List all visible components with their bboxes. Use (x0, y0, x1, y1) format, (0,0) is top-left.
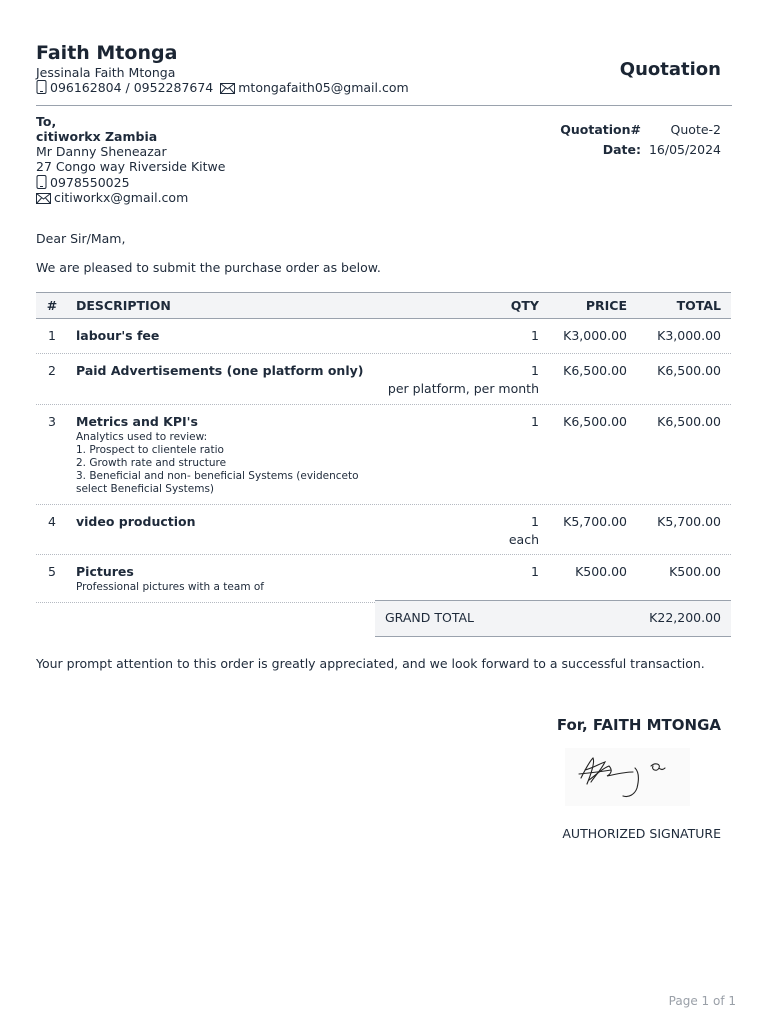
row-price: K500.00 (575, 564, 627, 579)
row-qty-cell (531, 564, 539, 579)
row-num: 1 (48, 328, 56, 343)
row-detail-line: Professional pictures with a team of (76, 581, 265, 593)
grand-total-label: GRAND TOTAL (385, 610, 475, 625)
recipient-phone: 0978550025 (50, 175, 130, 190)
row-num: 3 (48, 414, 56, 429)
row-total: K6,500.00 (657, 414, 721, 429)
row-detail-line: 2. Growth rate and structure (76, 457, 227, 469)
row-total: K6,500.00 (657, 363, 721, 378)
table-header (36, 292, 731, 319)
company-contact (36, 80, 409, 95)
date-label: Date: (602, 142, 641, 157)
row-detail-line: 3. Beneficial and non- beneficial Systems (evidenceto (76, 470, 359, 482)
table-row (36, 555, 731, 603)
recipient-email[interactable]: citiworkx@gmail.com (54, 190, 189, 205)
recipient-company: citiworkx Zambia (36, 129, 158, 144)
row-qty-cell (531, 328, 539, 343)
row-details (76, 431, 396, 496)
company-name: Faith Mtonga (36, 42, 178, 64)
row-description (76, 564, 396, 594)
row-details (76, 581, 396, 594)
row-description (76, 328, 396, 343)
row-qty: 1 (531, 514, 539, 529)
company-phones: 096162804 / 0952287674 (50, 80, 214, 95)
row-price: K5,700.00 (563, 514, 627, 529)
row-title: Metrics and KPI's (76, 414, 198, 429)
table-row (36, 354, 731, 405)
recipient-email-line (36, 190, 188, 205)
header-divider (36, 105, 732, 106)
row-detail-line: select Beneficial Systems) (76, 483, 215, 495)
row-total: K5,700.00 (657, 514, 721, 529)
header-description: DESCRIPTION (76, 298, 171, 313)
table-row (36, 505, 731, 555)
signature-image (565, 748, 690, 806)
date-value: 16/05/2024 (648, 142, 721, 157)
quotation-number-label: Quotation# (560, 122, 641, 137)
phone-icon (36, 80, 47, 94)
row-unit: each (508, 532, 539, 547)
table-row (36, 319, 731, 354)
row-description (76, 414, 396, 496)
row-num: 2 (48, 363, 56, 378)
recipient-contact: Mr Danny Sheneazar (36, 144, 167, 159)
page-number: Page 1 of 1 (668, 994, 736, 1008)
row-description (76, 363, 396, 378)
table-row (36, 405, 731, 505)
row-detail-line: Analytics used to review: (76, 431, 208, 443)
row-total: K3,000.00 (657, 328, 721, 343)
grand-total-box (375, 600, 731, 637)
greeting: Dear Sir/Mam, (36, 231, 126, 246)
row-num: 4 (48, 514, 56, 529)
row-qty: 1 (531, 564, 539, 579)
recipient-phone-line (36, 175, 130, 190)
sign-off: For, FAITH MTONGA (556, 716, 721, 734)
company-email[interactable]: mtongafaith05@gmail.com (238, 80, 409, 95)
row-price: K3,000.00 (563, 328, 627, 343)
row-title: video production (76, 514, 196, 529)
items-table (36, 292, 731, 603)
row-price: K6,500.00 (563, 414, 627, 429)
row-title: Pictures (76, 564, 134, 579)
row-qty-cell (388, 363, 539, 396)
quotation-number-value: Quote-2 (670, 122, 721, 137)
row-num: 5 (48, 564, 56, 579)
phone-icon (36, 175, 47, 189)
row-title: Paid Advertisements (one platform only) (76, 363, 364, 378)
row-detail-line: 1. Prospect to clientele ratio (76, 444, 224, 456)
mail-icon (36, 193, 51, 204)
row-qty-cell (509, 514, 539, 547)
header-total: TOTAL (676, 298, 721, 313)
row-qty-cell (531, 414, 539, 429)
header-qty: QTY (510, 298, 539, 313)
signature-caption: AUTHORIZED SIGNATURE (562, 826, 721, 841)
row-qty: 1 (531, 363, 539, 378)
mail-icon (220, 83, 235, 94)
grand-total-value: K22,200.00 (649, 610, 721, 625)
owner-name: Jessinala Faith Mtonga (36, 65, 176, 80)
header-num: # (46, 298, 58, 313)
row-price: K6,500.00 (563, 363, 627, 378)
header-price: PRICE (585, 298, 627, 313)
row-description (76, 514, 396, 529)
recipient-to-label: To, (36, 114, 57, 129)
row-unit: per platform, per month (387, 381, 539, 396)
document-title: Quotation (619, 59, 721, 80)
recipient-address: 27 Congo way Riverside Kitwe (36, 159, 226, 174)
row-total: K500.00 (669, 564, 721, 579)
closing-text: Your prompt attention to this order is greatly appreciated, and we look forward to a successful transaction. (36, 656, 705, 671)
row-title: labour's fee (76, 328, 160, 343)
row-qty: 1 (531, 328, 539, 343)
row-qty: 1 (531, 414, 539, 429)
intro-text: We are pleased to submit the purchase order as below. (36, 260, 381, 275)
